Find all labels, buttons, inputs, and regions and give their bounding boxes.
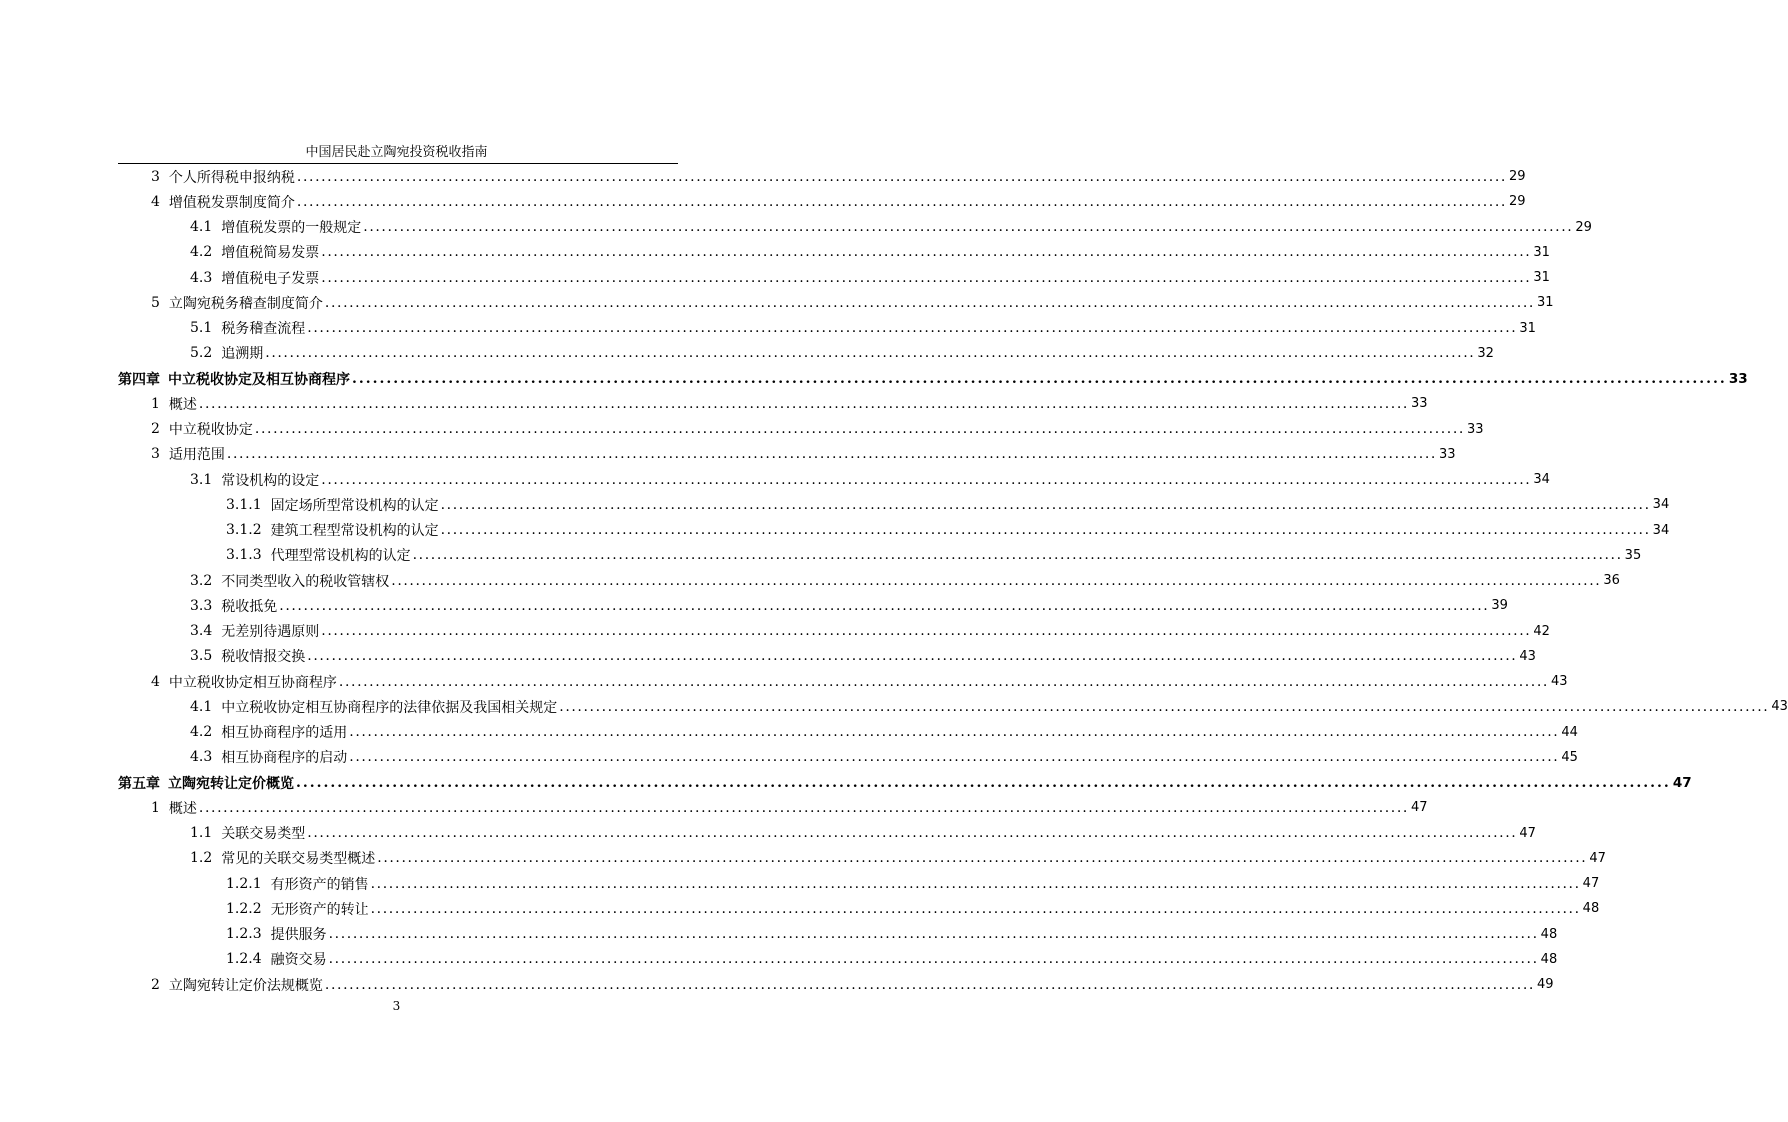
toc-entry-page: 29: [1508, 169, 1526, 185]
toc-leader-dots: ........................................................................................................................................................................................................: [412, 547, 1623, 564]
toc-entry[interactable]: [118, 417, 1484, 442]
toc-leader-dots: ........................................................................................................................................................................................................: [307, 648, 1518, 665]
toc-entry-number: 1.2.2: [226, 900, 262, 917]
toc-entry-page: 43: [1519, 648, 1536, 664]
toc-entry-page: 48: [1540, 951, 1558, 967]
toc-entry[interactable]: [118, 644, 1536, 669]
toc-entry-title: 税收情报交换: [221, 649, 306, 666]
toc-entry-number: 3.4: [190, 623, 213, 640]
toc-entry-page: 32: [1477, 345, 1494, 361]
toc-leader-dots: ........................................................................................................................................................................................................: [307, 320, 1518, 337]
toc-entry-page: 47: [1589, 850, 1606, 866]
toc-entry-number: 3.2: [190, 572, 213, 589]
toc-entry-title: 概述: [168, 396, 197, 413]
toc-entry-page: 33: [1728, 370, 1748, 387]
toc-leader-dots: ........................................................................................................................................................................................................: [559, 698, 1770, 715]
toc-entry-title: 税务稽查流程: [221, 321, 306, 338]
toc-entry-title: 个人所得税申报纳税: [168, 169, 295, 186]
toc-entry[interactable]: [118, 669, 1568, 694]
toc-entry-number: 5.2: [190, 345, 213, 362]
running-header: 中国居民赴立陶宛投资税收指南: [305, 145, 488, 160]
toc-leader-dots: ........................................................................................................................................................................................................: [296, 774, 1671, 791]
toc-entry-page: 42: [1533, 623, 1550, 639]
toc-entry-number: 第五章: [118, 775, 160, 792]
toc-entry-title: 提供服务: [270, 927, 327, 944]
toc-entry-number: 1.2.3: [226, 926, 262, 943]
toc-entry[interactable]: [118, 518, 1670, 543]
toc-leader-dots: ........................................................................................................................................................................................................: [321, 471, 1532, 488]
table-of-contents: [118, 164, 1788, 997]
toc-entry-page: 43: [1771, 699, 1788, 715]
toc-entry-page: 31: [1519, 320, 1536, 336]
toc-leader-dots: ........................................................................................................................................................................................................: [349, 749, 1560, 766]
toc-entry[interactable]: [118, 947, 1558, 972]
toc-entry[interactable]: [118, 442, 1456, 467]
toc-entry-page: 29: [1575, 219, 1592, 235]
toc-leader-dots: ........................................................................................................................................................................................................: [391, 572, 1602, 589]
toc-entry-page: 35: [1624, 547, 1642, 563]
toc-entry-title: 不同类型收入的税收管辖权: [221, 573, 390, 590]
toc-entry[interactable]: [118, 871, 1600, 896]
toc-entry-number: 5: [151, 294, 160, 311]
toc-entry-page: 34: [1533, 472, 1550, 488]
toc-entry-number: 1.2.4: [226, 951, 262, 968]
toc-entry-page: 47: [1582, 876, 1600, 892]
toc-entry-number: 1.1: [190, 825, 213, 842]
toc-entry-title: 增值税发票制度简介: [168, 194, 295, 211]
toc-entry-page: 36: [1603, 573, 1620, 589]
toc-entry-title: 税收抵免: [221, 598, 278, 615]
toc-entry[interactable]: [118, 593, 1508, 618]
toc-entry[interactable]: [118, 189, 1526, 214]
toc-entry-number: 3: [151, 168, 160, 185]
toc-entry-page: 49: [1536, 977, 1554, 993]
toc-leader-dots: ........................................................................................................................................................................................................: [198, 395, 1409, 412]
toc-entry-number: 3: [151, 446, 160, 463]
toc-entry[interactable]: [118, 164, 1526, 189]
toc-entry[interactable]: [118, 922, 1558, 947]
toc-chapter-entry[interactable]: [118, 770, 1692, 795]
toc-leader-dots: ........................................................................................................................................................................................................: [440, 496, 1651, 513]
toc-leader-dots: ........................................................................................................................................................................................................: [198, 799, 1409, 816]
toc-entry-title: 相互协商程序的启动: [221, 750, 348, 767]
toc-entry-number: 4.1: [190, 219, 213, 236]
toc-entry-title: 增值税简易发票: [221, 245, 320, 262]
toc-leader-dots: ........................................................................................................................................................................................................: [328, 951, 1539, 968]
toc-entry-page: 45: [1561, 749, 1578, 765]
toc-entry-title: 融资交易: [270, 952, 327, 969]
page-number: 3: [392, 999, 401, 1013]
toc-entry-page: 33: [1410, 396, 1428, 412]
toc-entry-title: 概述: [168, 800, 197, 817]
toc-entry-number: 1.2.1: [226, 875, 262, 892]
toc-entry-number: 4.2: [190, 244, 213, 261]
toc-entry-number: 第四章: [118, 371, 160, 388]
toc-leader-dots: ........................................................................................................................................................................................................: [296, 168, 1507, 185]
toc-leader-dots: ........................................................................................................................................................................................................: [279, 597, 1490, 614]
toc-entry[interactable]: [118, 896, 1600, 921]
toc-entry-page: 47: [1519, 825, 1536, 841]
toc-entry-title: 常见的关联交易类型概述: [221, 851, 376, 868]
toc-leader-dots: ........................................................................................................................................................................................................: [324, 294, 1535, 311]
toc-entry[interactable]: [118, 316, 1536, 341]
toc-entry-page: 31: [1536, 295, 1554, 311]
toc-entry-number: 4.1: [190, 698, 213, 715]
toc-entry[interactable]: [118, 720, 1578, 745]
toc-entry[interactable]: [118, 492, 1670, 517]
toc-entry[interactable]: [118, 745, 1578, 770]
toc-entry-number: 4: [151, 193, 160, 210]
toc-leader-dots: ........................................................................................................................................................................................................: [265, 345, 1476, 362]
toc-entry-page: 31: [1533, 270, 1550, 286]
toc-entry-number: 4.2: [190, 724, 213, 741]
toc-entry[interactable]: [118, 846, 1606, 871]
toc-entry-number: 3.5: [190, 648, 213, 665]
toc-entry-number: 1: [151, 799, 160, 816]
toc-leader-dots: ........................................................................................................................................................................................................: [377, 850, 1588, 867]
toc-entry-title: 中立税收协定及相互协商程序: [168, 371, 350, 388]
toc-entry-page: 48: [1582, 901, 1600, 917]
toc-entry-title: 中立税收协定相互协商程序: [168, 674, 337, 691]
toc-leader-dots: ........................................................................................................................................................................................................: [328, 926, 1539, 943]
toc-leader-dots: ........................................................................................................................................................................................................: [226, 446, 1437, 463]
toc-entry-number: 1.2: [190, 850, 213, 867]
toc-entry[interactable]: [118, 215, 1592, 240]
toc-entry[interactable]: [118, 619, 1550, 644]
toc-leader-dots: ........................................................................................................................................................................................................: [440, 522, 1651, 539]
toc-entry-title: 立陶宛转让定价法规概览: [168, 977, 323, 994]
toc-entry-title: 关联交易类型: [221, 826, 306, 843]
toc-entry[interactable]: [118, 467, 1550, 492]
toc-entry-title: 中立税收协定相互协商程序的法律依据及我国相关规定: [221, 699, 558, 716]
toc-entry-page: 33: [1466, 421, 1484, 437]
toc-entry-page: 39: [1491, 598, 1508, 614]
toc-entry-number: 3.3: [190, 597, 213, 614]
toc-entry-title: 中立税收协定: [168, 422, 253, 439]
toc-entry-page: 47: [1410, 800, 1428, 816]
toc-entry-number: 5.1: [190, 320, 213, 337]
toc-entry-page: 48: [1540, 926, 1558, 942]
toc-leader-dots: ........................................................................................................................................................................................................: [321, 244, 1532, 261]
toc-entry-number: 3.1.1: [226, 496, 262, 513]
toc-entry[interactable]: [118, 568, 1620, 593]
toc-entry-title: 常设机构的设定: [221, 472, 320, 489]
toc-entry-page: 43: [1550, 674, 1568, 690]
toc-entry-page: 47: [1672, 774, 1692, 791]
toc-entry-title: 立陶宛转让定价概览: [168, 775, 294, 792]
toc-entry-number: 3.1.3: [226, 547, 262, 564]
toc-entry-number: 2: [151, 421, 160, 438]
toc-leader-dots: ........................................................................................................................................................................................................: [324, 976, 1535, 993]
toc-entry-title: 建筑工程型常设机构的认定: [270, 523, 439, 540]
toc-leader-dots: ........................................................................................................................................................................................................: [370, 875, 1581, 892]
toc-entry[interactable]: [118, 290, 1554, 315]
toc-entry-title: 增值税发票的一般规定: [221, 220, 362, 237]
toc-entry-page: 29: [1508, 194, 1526, 210]
toc-entry[interactable]: [118, 240, 1550, 265]
toc-entry-page: 31: [1533, 244, 1550, 260]
toc-entry-title: 适用范围: [168, 447, 225, 464]
toc-entry-title: 追溯期: [221, 346, 264, 363]
toc-leader-dots: ........................................................................................................................................................................................................: [296, 193, 1507, 210]
toc-entry-number: 4: [151, 673, 160, 690]
toc-entry-title: 相互协商程序的适用: [221, 725, 348, 742]
toc-chapter-entry[interactable]: [118, 366, 1748, 391]
toc-leader-dots: ........................................................................................................................................................................................................: [307, 825, 1518, 842]
toc-entry-title: 有形资产的销售: [270, 876, 369, 893]
toc-entry[interactable]: [118, 694, 1788, 719]
toc-entry[interactable]: [118, 821, 1536, 846]
toc-entry[interactable]: [118, 543, 1642, 568]
toc-leader-dots: ........................................................................................................................................................................................................: [321, 623, 1532, 640]
toc-entry-number: 1: [151, 395, 160, 412]
toc-entry[interactable]: [118, 265, 1550, 290]
toc-entry-title: 增值税电子发票: [221, 270, 320, 287]
toc-entry-number: 2: [151, 976, 160, 993]
toc-leader-dots: ........................................................................................................................................................................................................: [363, 219, 1574, 236]
toc-leader-dots: ........................................................................................................................................................................................................: [254, 421, 1465, 438]
toc-entry[interactable]: [118, 341, 1494, 366]
toc-entry-title: 固定场所型常设机构的认定: [270, 497, 439, 514]
toc-entry-title: 无形资产的转让: [270, 901, 369, 918]
toc-entry-number: 3.1: [190, 471, 213, 488]
toc-entry-title: 代理型常设机构的认定: [270, 548, 411, 565]
toc-leader-dots: ........................................................................................................................................................................................................: [352, 370, 1727, 387]
toc-entry-title: 无差别待遇原则: [221, 624, 320, 641]
toc-entry-page: 44: [1561, 724, 1578, 740]
toc-leader-dots: ........................................................................................................................................................................................................: [370, 900, 1581, 917]
toc-entry-number: 3.1.2: [226, 522, 262, 539]
toc-entry-number: 4.3: [190, 269, 213, 286]
toc-leader-dots: ........................................................................................................................................................................................................: [338, 673, 1549, 690]
toc-leader-dots: ........................................................................................................................................................................................................: [321, 269, 1532, 286]
toc-entry-page: 34: [1652, 497, 1670, 513]
toc-entry[interactable]: [118, 972, 1554, 997]
toc-leader-dots: ........................................................................................................................................................................................................: [349, 724, 1560, 741]
toc-entry-number: 4.3: [190, 749, 213, 766]
toc-entry-page: 33: [1438, 446, 1456, 462]
toc-entry[interactable]: [118, 391, 1428, 416]
toc-entry-title: 立陶宛税务稽查制度简介: [168, 295, 323, 312]
toc-entry-page: 34: [1652, 522, 1670, 538]
toc-entry[interactable]: [118, 795, 1428, 820]
